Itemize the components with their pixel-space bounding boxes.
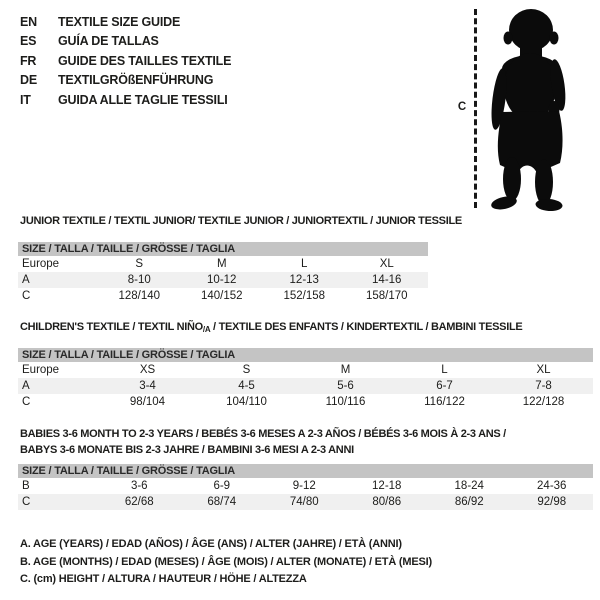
height-cell: 152/158 (283, 290, 326, 302)
row-label: Europe (22, 258, 60, 270)
language-row (20, 52, 231, 71)
row-label: Europe (22, 364, 60, 376)
title-line-2: BABYS 3-6 MONATE BIS 2-3 JAHRE / BAMBINI 3-6 MESI A 2-3 ANNI (20, 444, 354, 456)
height-cell: 68/74 (207, 496, 237, 508)
table-row-europe (18, 256, 428, 272)
row-label: C (22, 496, 31, 508)
age-cell: 8-10 (127, 274, 151, 286)
size-header-bar: SIZE / TALLA / TAILLE / GRÖSSE / TAGLIA (18, 348, 593, 362)
age-cell: 14-16 (372, 274, 402, 286)
language-row (20, 13, 231, 32)
age-cell: 5-6 (337, 380, 354, 392)
language-row (20, 71, 231, 90)
language-code: ES (20, 34, 37, 49)
title-text: CHILDREN'S TEXTILE / TEXTIL NIÑO (20, 321, 203, 333)
language-row (20, 32, 231, 51)
language-label: GUIDA ALLE TAGLIE TESSILI (58, 92, 228, 107)
age-cell: 3-6 (130, 480, 148, 492)
row-label: C (22, 396, 31, 408)
childrens-size-table (18, 348, 593, 410)
age-cell: 6-9 (213, 480, 231, 492)
height-cell: 110/116 (325, 396, 366, 408)
size-cell: XS (139, 364, 156, 376)
age-cell: 3-4 (139, 380, 156, 392)
height-measure-figure (448, 6, 580, 212)
babies-table-title (20, 428, 506, 456)
size-cell: L (441, 364, 448, 376)
language-label: GUIDE DES TAILLES TEXTILE (58, 53, 232, 68)
size-header-bar: SIZE / TALLA / TAILLE / GRÖSSE / TAGLIA (18, 242, 428, 256)
table-row-age-months (18, 478, 593, 494)
footnote-a: A. AGE (YEARS) / EDAD (AÑOS) / ÂGE (ANS) / ALTER (JAHRE) / ETÀ (ANNI) (20, 538, 402, 550)
language-label: GUÍA DE TALLAS (58, 34, 159, 49)
language-code: IT (20, 92, 31, 107)
table-row-age (18, 378, 593, 394)
age-cell: 12-18 (372, 480, 402, 492)
height-cell: 122/128 (522, 396, 565, 408)
height-cell: 62/68 (124, 496, 154, 508)
size-cell: S (242, 364, 251, 376)
language-label: TEXTILE SIZE GUIDE (58, 15, 181, 29)
age-cell: 18-24 (454, 480, 484, 492)
age-cell: 9-12 (292, 480, 316, 492)
size-cell: XL (379, 258, 394, 270)
age-cell: 4-5 (238, 380, 255, 392)
junior-size-table (18, 242, 428, 304)
babies-size-table (18, 464, 593, 510)
title-line-1: BABIES 3-6 MONTH TO 2-3 YEARS / BEBÉS 3-6 MESES A 2-3 AÑOS / BÉBÉS 3-6 MOIS À 2-3 ANS / (20, 428, 506, 440)
language-code: FR (20, 53, 37, 68)
size-cell: L (301, 258, 308, 270)
age-cell: 12-13 (289, 274, 319, 286)
row-label: A (22, 274, 30, 286)
size-cell: S (135, 258, 144, 270)
row-label: B (22, 480, 30, 492)
table-row-height (18, 394, 593, 410)
height-cell: 140/152 (200, 290, 243, 302)
height-cell: 128/140 (118, 290, 161, 302)
language-code: EN (20, 15, 37, 29)
age-cell: 7-8 (535, 380, 552, 392)
height-cell: 74/80 (289, 496, 319, 508)
age-cell: 10-12 (207, 274, 237, 286)
language-header (20, 13, 231, 110)
size-cell: M (216, 258, 227, 270)
footnote-c: C. (cm) HEIGHT / ALTURA / HAUTEUR / HÖHE / ALTEZZA (20, 573, 307, 585)
footnote-b: B. AGE (MONTHS) / EDAD (MESES) / ÂGE (MOIS) / ALTER (MONATE) / ETÀ (MESI) (20, 555, 432, 568)
height-cell: 86/92 (454, 496, 484, 508)
height-cell: 98/104 (129, 396, 166, 408)
height-cell: 116/122 (424, 396, 465, 408)
language-label: TEXTILGRÖßENFÜHRUNG (58, 73, 214, 88)
height-cell: 104/110 (226, 396, 267, 408)
row-label: A (22, 380, 30, 392)
baby-silhouette-icon (482, 7, 577, 212)
age-cell: 24-36 (537, 480, 567, 492)
table-row-age (18, 272, 428, 288)
height-cell: 92/98 (537, 496, 567, 508)
age-cell: 6-7 (436, 380, 453, 392)
height-cell: 80/86 (372, 496, 402, 508)
junior-table-title: JUNIOR TEXTILE / TEXTIL JUNIOR/ TEXTILE JUNIOR / JUNIORTEXTIL / JUNIOR TESSILE (20, 215, 462, 227)
title-text: / TEXTILE DES ENFANTS / KINDERTEXTIL / BAMBINI TESSILE (210, 321, 523, 333)
childrens-table-title (20, 321, 522, 334)
language-code: DE (20, 73, 37, 88)
title-subscript: /A (202, 325, 211, 334)
height-cell: 158/170 (365, 290, 408, 302)
language-row (20, 91, 231, 110)
table-row-europe (18, 362, 593, 378)
row-label: C (22, 290, 31, 302)
table-row-height (18, 288, 428, 304)
footnotes (20, 536, 432, 589)
size-cell: XL (536, 364, 551, 376)
measure-label-c: C (457, 101, 467, 113)
size-cell: M (340, 364, 351, 376)
height-measure-dashed-line (474, 9, 477, 208)
table-row-height (18, 494, 593, 510)
size-header-bar: SIZE / TALLA / TAILLE / GRÖSSE / TAGLIA (18, 464, 593, 478)
